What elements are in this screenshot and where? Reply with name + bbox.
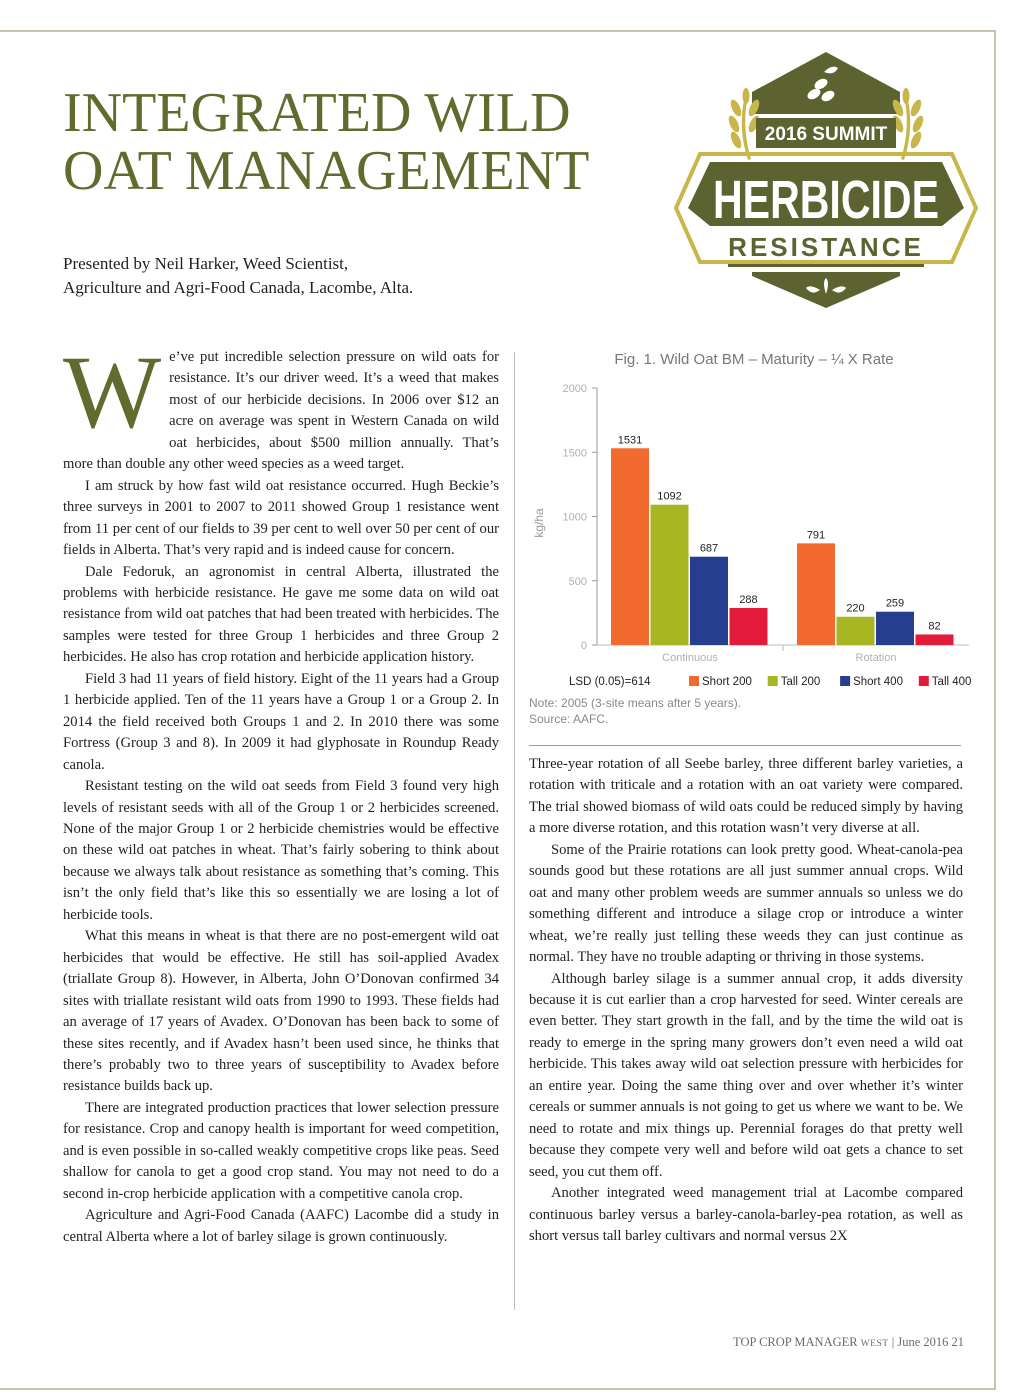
right-column — [529, 754, 963, 1247]
paragraph: Dale Fedoruk, an agronomist in central Alberta, illustrated the problems with herbicide resistance. He gave me some data on wild oat resistance from wild oat patches that had been treated with herbicides. The samples were tested for three Group 1 herbicides and three Group 2 herbicides. He also has crop rotation and herbicide application history. — [63, 563, 499, 666]
paragraph: Another integrated weed management trial at Lacombe compared continuous barley versus a barley-canola-barley-pea rotation, as well as short versus tall barley cultivars and normal versus 2X — [529, 1185, 963, 1244]
legend-label: Tall 400 — [931, 676, 972, 688]
badge-divider — [728, 264, 924, 267]
bar — [876, 612, 914, 645]
legend-label: Short 400 — [853, 676, 903, 688]
lsd-label: LSD (0.05)=614 — [569, 676, 651, 688]
bar — [797, 543, 835, 645]
byline — [63, 252, 583, 300]
chart-divider — [529, 745, 961, 746]
bar — [916, 634, 954, 645]
chart-bars — [611, 434, 954, 645]
byline-line-1: Presented by Neil Harker, Weed Scientist, — [63, 254, 349, 273]
bar-value-label: 82 — [928, 620, 941, 633]
x-category-label: Rotation — [855, 652, 897, 664]
paragraph: I am struck by how fast wild oat resistance occurred. Hugh Beckie’s three surveys in 2001 to 2007 to 2011 showed Group 1 resistance went from 11 per cent of our fields to 39 per cent to well over 50 per cent of our fields in Alberta. That’s very rapid and is indeed cause for concern. — [63, 477, 499, 559]
bar — [611, 448, 649, 645]
legend-label: Short 200 — [702, 676, 752, 688]
bar-value-label: 220 — [846, 602, 865, 615]
article-title — [63, 84, 673, 200]
chart-source: Source: AAFC. — [529, 712, 609, 726]
left-column — [63, 335, 499, 1248]
paragraph: Field 3 had 11 years of field history. Eight of the 11 years had a Group 1 herbicide applied. Ten of the 11 years have a Group 1 or a Group 2. In 2014 the field received both Groups 1 and 2. In 2010 there was some Fortress (Group 3 and 8). In 2009 it had glyphosate in Roundup Ready canola. — [63, 670, 499, 773]
byline-line-2: Agriculture and Agri-Food Canada, Lacombe, Alta. — [63, 278, 414, 297]
y-tick-label: 1000 — [562, 511, 587, 524]
chart-title: Fig. 1. Wild Oat BM – Maturity – ¼ X Rate — [614, 351, 894, 368]
drop-cap: W — [63, 335, 162, 450]
chart-legend — [569, 676, 971, 688]
paragraph: Some of the Prairie rotations can look pretty good. Wheat-canola-pea sounds good but these rotations are all just summer annual crops. Wild oat and many other problem weeds are summer annuals so unless we do something different and introduce a silage crop or introduce a winter wheat, we’re really just telling these weeds they can just continue as normal. They have no trouble adapting or thriving in those systems. — [529, 841, 963, 966]
legend-swatch — [840, 676, 850, 686]
legend-swatch — [689, 676, 699, 686]
figure-1-chart — [529, 345, 972, 740]
chart-note — [529, 695, 741, 727]
paragraph: Resistant testing on the wild oat seeds from Field 3 found very high levels of resistant seeds with all of the Group 1 or 2 herbicides screened. None of the major Group 1 or 2 herbicide chemistries would be effective on these wild oat patches in wheat. That’s fairly sobering to think about because we always talk about resistance as something that’s coming. This isn’t the only field that’s like this so essentially we are losing a lot of herbicide tools. — [63, 778, 499, 923]
chart-svg — [529, 345, 972, 695]
paragraph: What this means in wheat is that there are no post-emergent wild oat herbicides that would be effective. He still has soil-applied Avadex (triallate Group 8). However, in Alberta, John O’Donovan confirmed 34 sites with triallate resistant wild oats from 1990 to 1993. These fields had an average of 17 years of Avadex. O’Donovan has been back to some of these sites recently, and if Avadex hasn’t been used since, he thinks that there’s probably two to three years of susceptibility to Avadex before resistance builds back up. — [63, 928, 499, 1095]
paragraph: Although barley silage is a summer annual crop, it adds diversity because it is cut earlier than a crop harvested for seed. Winter cereals are even better. They start growth in the fall, and by the time the wild oat is ready to emerge in the spring many growers don’t even need a wild oat herbicide. This takes away wild oat selection pressure with herbicides for an entire year. Doing the same thing over and over whether it’s winter cereals or summer annuals is not going to get us where we want to be. We need to rotate and mix things up. Perennial forages do that pretty well because they compete very well and before wild oat gets a chance to set seed, you cut them off. — [529, 970, 963, 1180]
bar-value-label: 687 — [699, 542, 719, 555]
footer-magazine: TOP CROP MANAGER — [733, 1335, 858, 1349]
y-tick-label: 0 — [580, 640, 587, 652]
herbicide-resistance-badge — [674, 50, 978, 310]
paragraph: There are integrated production practices that lower selection pressure for resistance. Crop and canopy health is important for weed competition, and is even possible in so-called weakly competitive crops like peas. Seed shallow for canola to get a good crop stand. You may not need to do a second in-crop herbicide application with a competitive canola crop. — [63, 1099, 499, 1202]
legend-swatch — [768, 676, 778, 686]
chart-ylabel: kg/ha — [532, 508, 546, 538]
bar-value-label: 1092 — [657, 490, 682, 503]
chart-note-line-1: Note: 2005 (3-site means after 5 years). — [529, 696, 742, 710]
paragraph: Three-year rotation of all Seebe barley, three different barley varieties, a rotation with triticale and a rotation with an oat variety were compared. The trial showed biomass of wild oats could be reduced simply by having a more diverse rotation, and this rotation wasn’t very diverse at all. — [529, 756, 963, 837]
badge-sub-text: RESISTANCE — [728, 232, 924, 262]
bar-value-label: 791 — [806, 529, 826, 542]
y-tick-label: 500 — [568, 575, 587, 588]
bar-value-label: 288 — [739, 593, 758, 606]
footer-date-page: | June 2016 21 — [891, 1335, 964, 1349]
paragraph: Agriculture and Agri-Food Canada (AAFC) Lacombe did a study in central Alberta where a lot of barley silage is grown continuously. — [63, 1207, 499, 1245]
bar — [837, 617, 875, 645]
bar — [730, 608, 768, 645]
legend-swatch — [919, 676, 929, 686]
bar — [690, 557, 728, 645]
badge-year-text: 2016 SUMMIT — [764, 124, 888, 145]
legend-label: Tall 200 — [780, 676, 821, 688]
title-line-1: INTEGRATED WILD — [63, 82, 571, 144]
page-footer — [733, 1335, 964, 1350]
column-divider — [514, 352, 515, 1310]
bar — [651, 505, 689, 645]
title-line-2: OAT MANAGEMENT — [63, 140, 590, 202]
badge-main-text: HERBICIDE — [713, 170, 939, 230]
x-category-label: Continuous — [662, 652, 718, 664]
y-tick-label: 2000 — [562, 383, 587, 395]
footer-edition: WEST — [860, 1339, 889, 1349]
bar-value-label: 259 — [885, 597, 905, 610]
y-tick-label: 1500 — [562, 447, 587, 460]
paragraph: e’ve put incredible selection pressure on wild oats for resistance. It’s our driver weed. It’s a weed that makes most of our herbicide decisions. In 2006 over $12 an acre on average was spent in Western Canada on wild oat herbicides, about $500 million annually. That’s more than double any other weed species as a weed target. — [63, 349, 499, 473]
bar-value-label: 1531 — [617, 434, 643, 447]
